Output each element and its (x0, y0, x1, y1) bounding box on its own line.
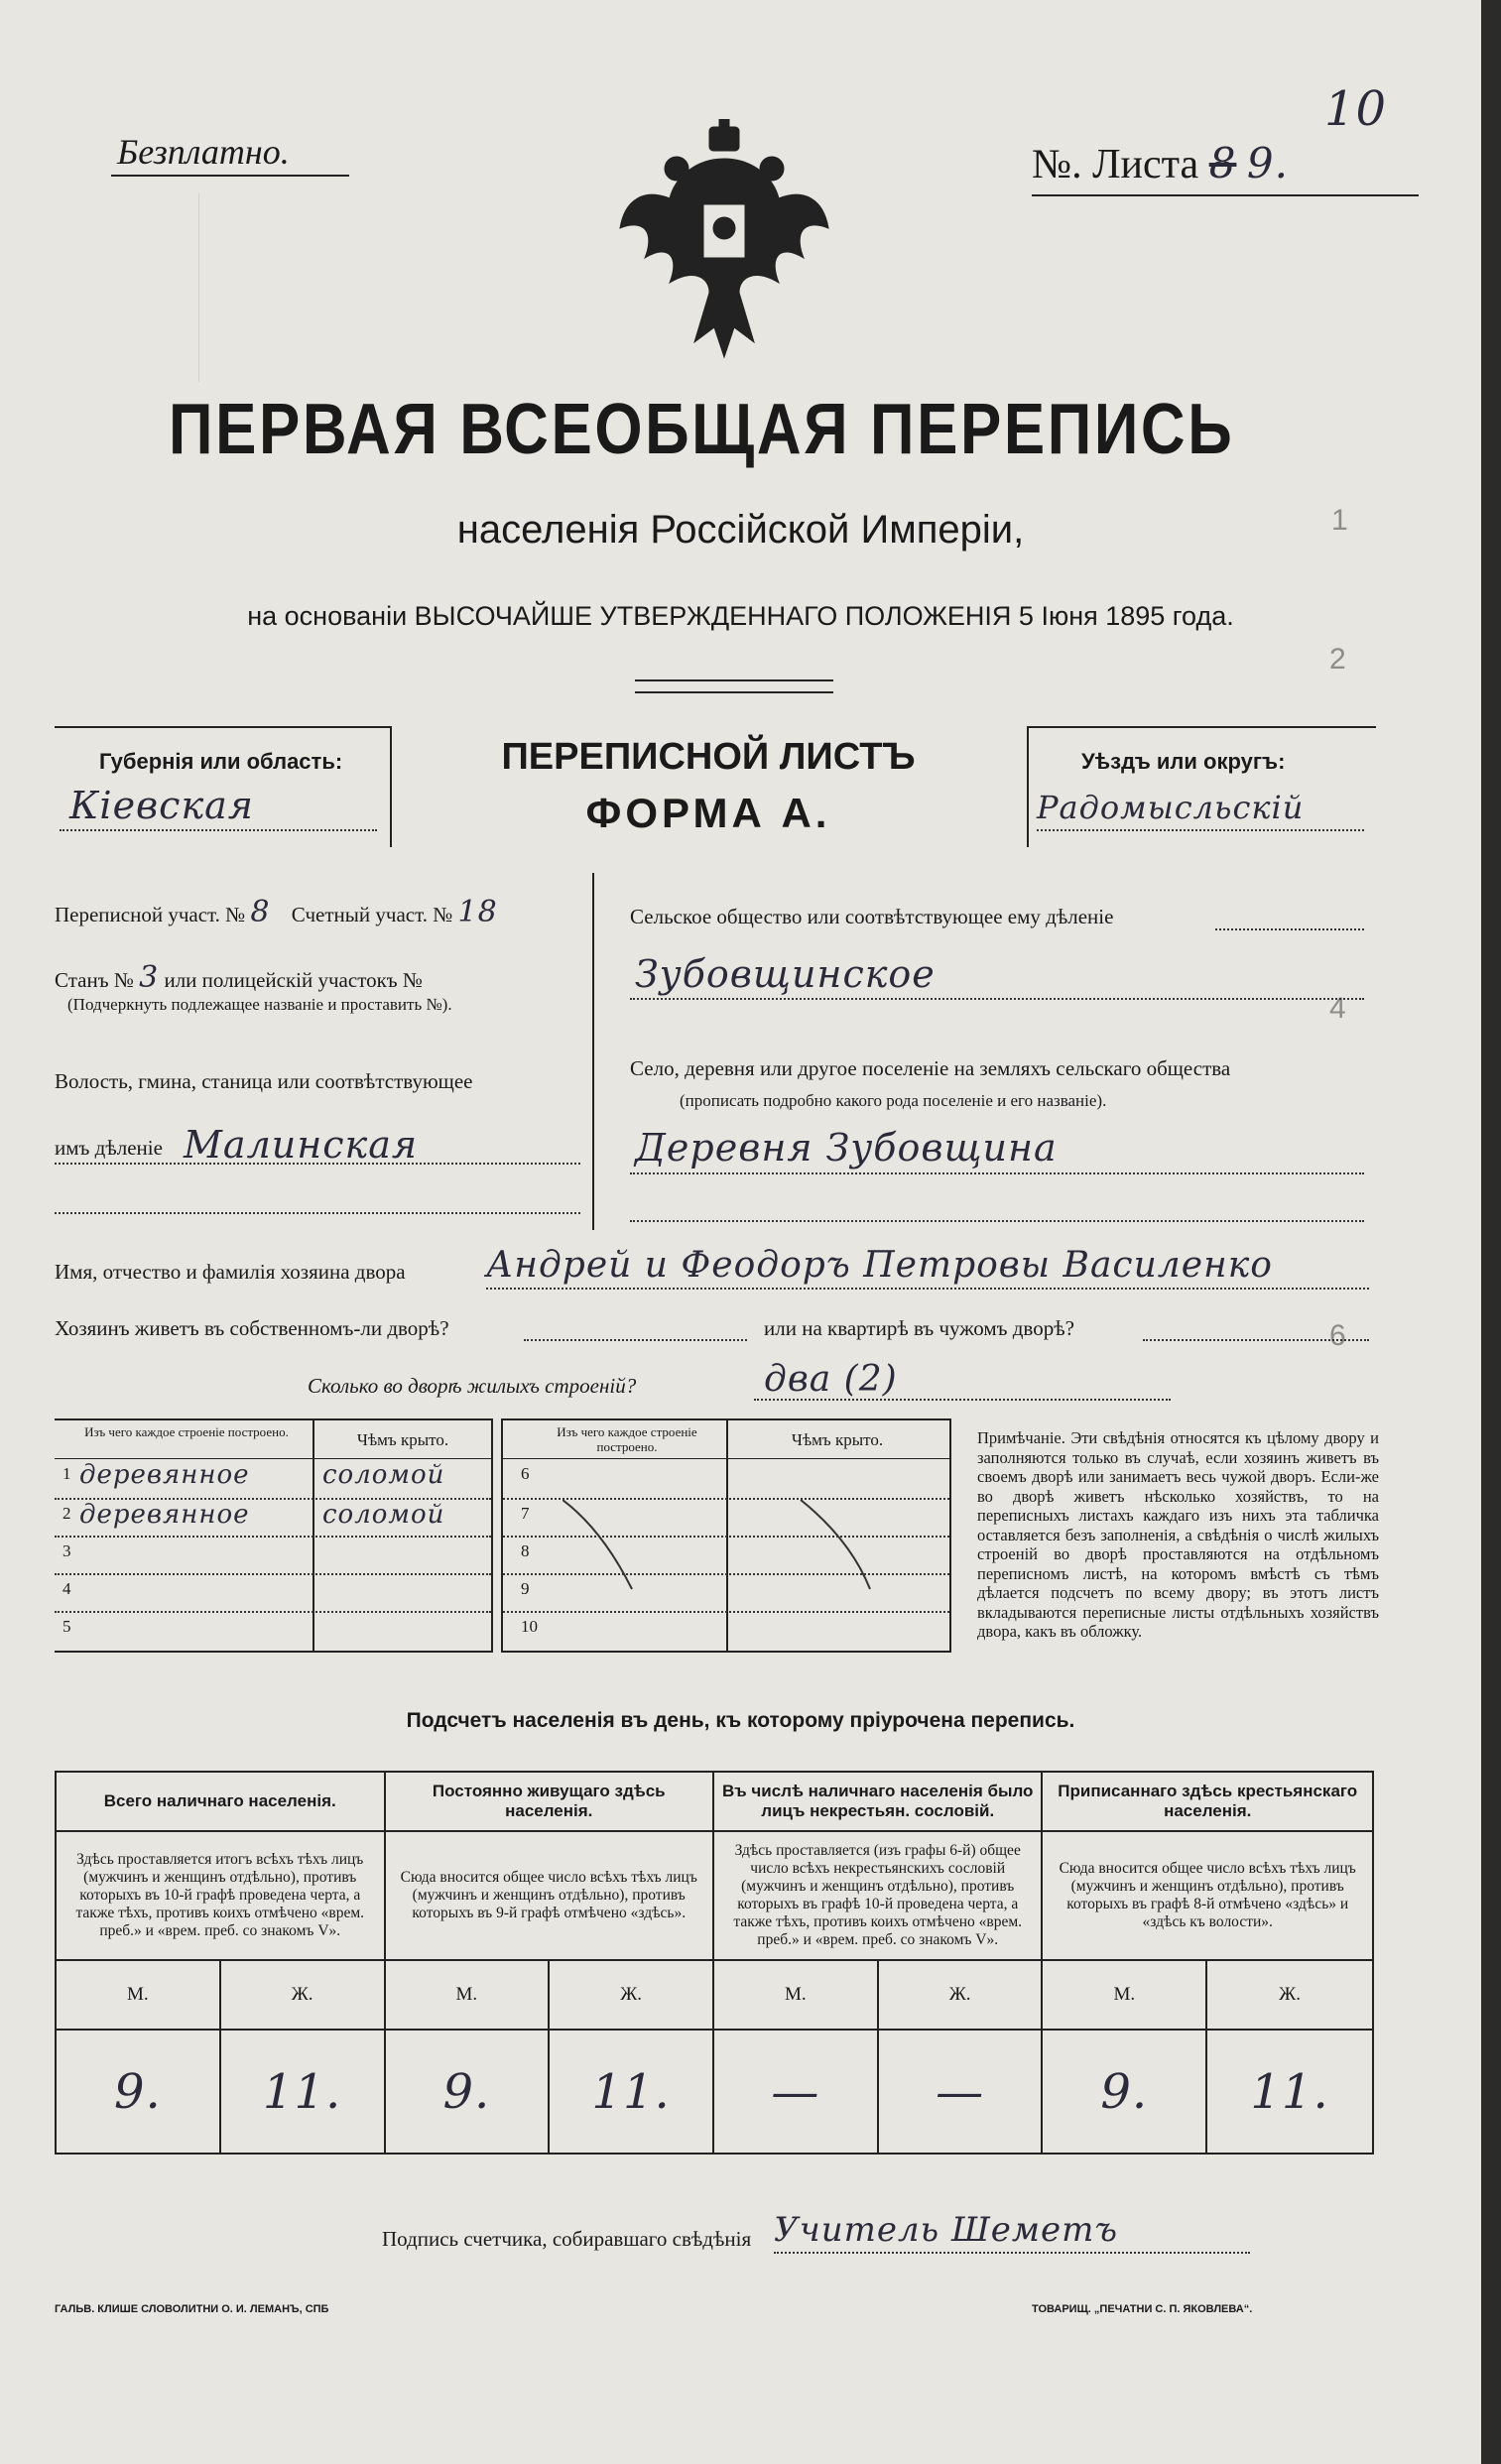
tally-f-value: 11. (1206, 2030, 1373, 2154)
village-note: (прописать подробно какого рода поселеніе и его названіе). (680, 1091, 1107, 1110)
note-text: Примѣчаніе. Эти свѣдѣнія относятся къ цѣлому двору и заполняются только въ случаѣ, если хозяинъ живетъ въ своемъ дворѣ или занимаетъ весь чужой дворъ. Если-же во дворѣ живетъ нѣсколько хозяйствъ, то на переписныхъ листахъ каждаго изъ нихъ эта табличка оставляется безъ заполненія, а свѣдѣнія о числѣ жилыхъ строеній во дворѣ проставляются на отдѣльномъ переписномъ листѣ, на которомъ вмѣстѣ съ тѣмъ дѣлается подсчетъ по всему двору; въ этотъ листъ вкладываются переписные листы отдѣльныхъ хозяйствъ двора, какъ въ обложку. (977, 1428, 1379, 1641)
row-rule (55, 1536, 491, 1538)
row-number: 5 (63, 1617, 71, 1636)
village-rule (630, 1172, 1364, 1174)
census-section (55, 895, 498, 929)
row-number: 3 (63, 1541, 71, 1560)
tally-f-label: Ж. (1206, 1960, 1373, 2030)
row-number: 10 (521, 1617, 538, 1636)
tally-m-label: М. (713, 1960, 878, 2030)
tally-col-title: Въ числѣ наличнаго населенія было лицъ некрестьян. сословій. (713, 1772, 1042, 1831)
buildings-table-right (501, 1418, 951, 1653)
community-rule-a (1215, 928, 1364, 930)
province-rule (60, 829, 377, 831)
sheet-number (1032, 139, 1289, 188)
tally-m-value: 9. (56, 2030, 220, 2154)
census-section-value: 8 (250, 895, 271, 929)
row-number: 8 (521, 1541, 530, 1560)
row-number: 2 (63, 1504, 71, 1523)
bleed-mark: 2 (1329, 643, 1346, 676)
signature-label: Подпись счетчика, собиравшаго свѣдѣнія (382, 2227, 752, 2251)
header-rule (503, 1458, 949, 1459)
row-material: деревянное (79, 1460, 250, 1490)
village-value: Деревня Зубовщина (635, 1126, 1058, 1170)
col-roof-header: Чѣмъ крыто. (791, 1430, 884, 1449)
form-heading-line1: ПЕРЕПИСНОЙ ЛИСТЪ (501, 736, 916, 778)
community-rule (630, 998, 1364, 1000)
owner-name-rule (486, 1288, 1369, 1290)
row-rule (55, 1611, 491, 1613)
folio-number: 10 (1324, 81, 1388, 137)
province-value: Кіевская (69, 784, 254, 827)
volost-label: Волость, гмина, станица или соотвѣтствующее (55, 1069, 473, 1093)
owner-name-value: Андрей и Феодоръ Петровы Василенко (486, 1245, 1273, 1286)
count-section-label: Счетный участ. № (291, 903, 453, 926)
row-rule (55, 1573, 491, 1575)
tally-col-desc: Сюда вносится общее число всѣхъ тѣхъ лицъ (мужчинъ и женщинъ отдѣльно), противъ которыхъ въ 9-й графѣ отмѣчено «здѣсь». (385, 1831, 714, 1960)
row-roof: соломой (322, 1460, 445, 1490)
bleed-mark: 6 (1329, 1319, 1346, 1352)
stan-label: Станъ № (55, 968, 134, 992)
strike-marks (563, 1500, 939, 1649)
rented-label: или на квартирѣ въ чужомъ дворѣ? (764, 1316, 1074, 1340)
community-label: Сельское общество или соотвѣтствующее ему дѣленіе (630, 905, 1114, 928)
province-label: Губернія или область: (99, 749, 343, 774)
row-material: деревянное (79, 1500, 250, 1530)
free-underline (111, 175, 349, 177)
tally-col-title: Приписаннаго здѣсь крестьянскаго населенія. (1042, 1772, 1373, 1831)
district-rule (1037, 829, 1364, 831)
signature-value: Учитель Шеметъ (774, 2210, 1119, 2250)
volost-rule (55, 1163, 580, 1165)
row-roof: соломой (322, 1500, 445, 1530)
tally-m-label: М. (385, 1960, 550, 2030)
tally-col-title: Постоянно живущаго здѣсь населенія. (385, 1772, 714, 1831)
rented-rule (1143, 1339, 1369, 1341)
signature-rule (774, 2252, 1250, 2254)
own-yard-rule (524, 1339, 747, 1341)
col-material-header: Изъ чего каждое строеніе построено. (557, 1424, 697, 1454)
owner-name-label: Имя, отчество и фамилія хозяина двора (55, 1260, 406, 1284)
tally-f-value: 11. (549, 2030, 713, 2154)
tally-m-label: М. (56, 1960, 220, 2030)
tally-f-label: Ж. (878, 1960, 1043, 2030)
district-value: Радомысльскій (1037, 789, 1305, 826)
basis-line: на основаніи ВЫСОЧАЙШЕ УТВЕРЖДЕННАГО ПОЛОЖЕНІЯ 5 Іюня 1895 года. (247, 601, 1234, 631)
volost-rule-2 (55, 1212, 580, 1214)
header-rule (55, 1458, 491, 1459)
tally-col-desc: Здѣсь проставляется (изъ графы 6-й) общее число всѣхъ некрестьянскихъ сословій (мужчинъ и женщинъ отдѣльно), противъ которыхъ въ графѣ 10-й проведена черта, а также тѣхъ, противъ коихъ отмѣчено «врем. преб.» и «врем. преб. со знакомъ V». (713, 1831, 1042, 1960)
community-value: Зубовщинское (635, 952, 936, 996)
row-number: 9 (521, 1579, 530, 1598)
ornament-divider (635, 679, 833, 693)
village-label: Село, деревня или другое поселеніе на земляхъ сельскаго общества (630, 1056, 1231, 1080)
footer-right: ТОВАРИЩ. „ПЕЧАТНИ С. П. ЯКОВЛЕВА“. (1032, 2303, 1253, 2315)
stan-note: (Подчеркнуть подлежащее названіе и проставить №). (67, 995, 452, 1014)
buildings-table-left (55, 1418, 493, 1653)
buildings-value: два (2) (764, 1359, 898, 1400)
free-label: Безплатно. (117, 132, 290, 172)
volost-label2: имъ дѣленіе (55, 1136, 163, 1160)
tally-m-value: 9. (1042, 2030, 1206, 2154)
bleed-through (198, 193, 1251, 382)
stan-value: 3 (139, 960, 160, 995)
footer-left: ГАЛЬВ. КЛИШЕ СЛОВОЛИТНИ О. И. ЛЕМАНЪ, СПБ (55, 2303, 329, 2315)
tally-f-value: — (878, 2030, 1043, 2154)
col-roof-header: Чѣмъ крыто. (356, 1430, 449, 1449)
page-edge-shadow (1481, 0, 1501, 2464)
tally-f-value: 11. (220, 2030, 385, 2154)
tally-col-desc: Здѣсь проставляется итогъ всѣхъ тѣхъ лицъ (мужчинъ и женщинъ отдѣльно), противъ которыхъ въ 10-й графѣ проведена черта, а также тѣхъ, противъ коихъ отмѣчено «врем. преб.» и «врем. преб. со знакомъ V». (56, 1831, 385, 1960)
subtitle: населенія Россійской Имперіи, (456, 508, 1025, 552)
tally-heading: Подсчетъ населенія въ день, къ которому пріурочена перепись. (406, 1709, 1075, 1732)
sheet-no-struck: 8 (1208, 139, 1237, 187)
own-yard-label: Хозяинъ живетъ въ собственномъ-ли дворѣ? (55, 1316, 449, 1340)
row-number: 1 (63, 1464, 71, 1483)
row-number: 6 (521, 1464, 530, 1483)
tally-m-value: — (713, 2030, 878, 2154)
col-material-header: Изъ чего каждое строеніе построено. (84, 1424, 289, 1439)
buildings-rule (754, 1399, 1171, 1401)
district-label: Уѣздъ или округъ: (1081, 749, 1286, 774)
tally-col-desc: Сюда вносится общее число всѣхъ тѣхъ лицъ (мужчинъ и женщинъ отдѣльно), противъ которыхъ въ графѣ 8-й отмѣчено «здѣсь» и «здѣсь къ волости». (1042, 1831, 1373, 1960)
count-section-value: 18 (457, 895, 498, 929)
census-section-label: Переписной участ. № (55, 903, 246, 926)
stan-rest: или полицейскій участокъ № (164, 968, 423, 992)
buildings-label: Сколько во дворѣ жилыхъ строеній? (308, 1374, 637, 1398)
village-rule-2 (630, 1220, 1364, 1222)
tally-f-label: Ж. (220, 1960, 385, 2030)
tally-m-value: 9. (385, 2030, 550, 2154)
tally-table (55, 1771, 1374, 2155)
tally-m-label: М. (1042, 1960, 1206, 2030)
block-divider (592, 873, 594, 1230)
sheet-no-label: №. Листа (1032, 142, 1199, 187)
stan-line (55, 960, 423, 995)
row-number: 4 (63, 1579, 71, 1598)
tally-f-label: Ж. (549, 1960, 713, 2030)
sheet-no-value: 9. (1246, 139, 1289, 187)
tally-col-title: Всего наличнаго населенія. (56, 1772, 385, 1831)
volost-value: Малинская (184, 1123, 419, 1167)
row-number: 7 (521, 1504, 530, 1523)
main-title: ПЕРВАЯ ВСЕОБЩАЯ ПЕРЕПИСЬ (169, 390, 1235, 469)
bleed-mark: 1 (1331, 504, 1348, 537)
form-heading-line2: ФОРМА А. (585, 790, 831, 836)
bleed-mark: 4 (1329, 992, 1346, 1025)
